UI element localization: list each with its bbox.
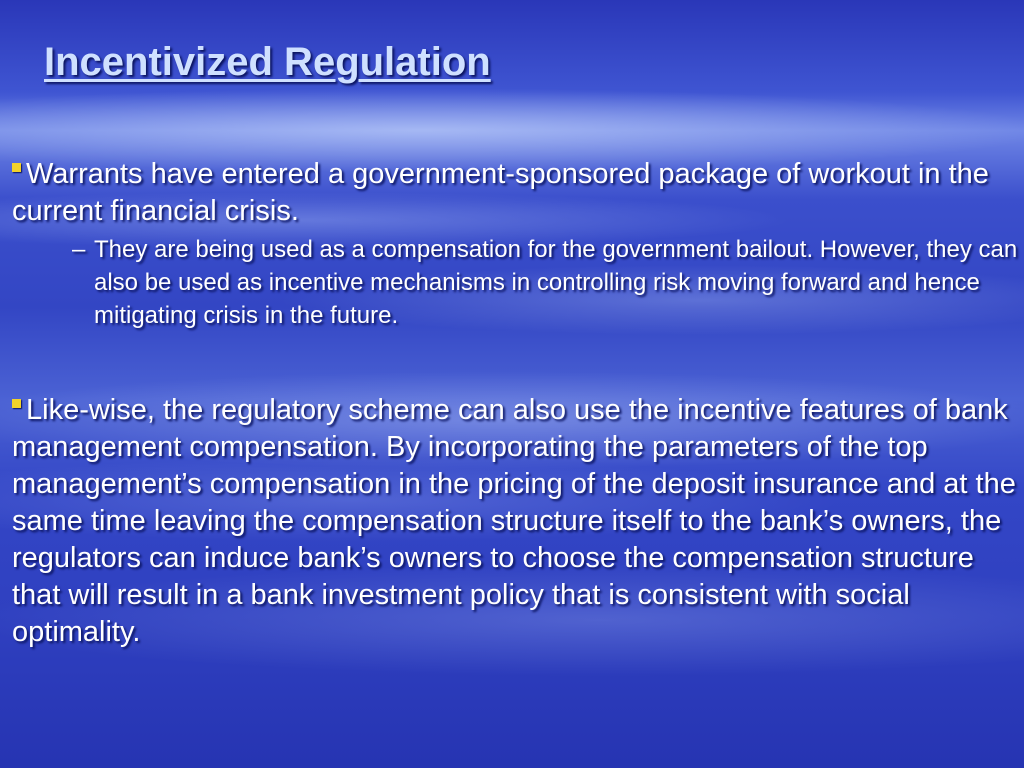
bullet-2-text: Like-wise, the regulatory scheme can also use the incentive features of bank management compensation. By incorporating the parameters of the top management’s compensation in the pricing of the deposit insurance and at the same time leaving the compensation structure itself to the bank’s owners, the regulators can induce bank’s owners to choose the compensation structure that will result in a bank investment policy that is consistent with social optimality. <box>12 394 1016 648</box>
square-bullet-icon <box>12 399 21 408</box>
sub-bullet-1 <box>72 233 1018 332</box>
slide-body <box>12 156 1018 651</box>
dash-marker: – <box>72 236 86 263</box>
sub-bullet-1-text: They are being used as a compensation for the government bailout. However, they can also be used as incentive mechanisms in controlling risk moving forward and hence mitigating crisis in the future. <box>94 236 1018 329</box>
bullet-2 <box>12 392 1018 651</box>
bullet-1-text: Warrants have entered a government-sponsored package of workout in the current financial crisis. <box>12 158 989 227</box>
square-bullet-icon <box>12 163 21 172</box>
bullet-1 <box>12 156 1018 230</box>
slide-title: Incentivized Regulation <box>44 40 491 84</box>
